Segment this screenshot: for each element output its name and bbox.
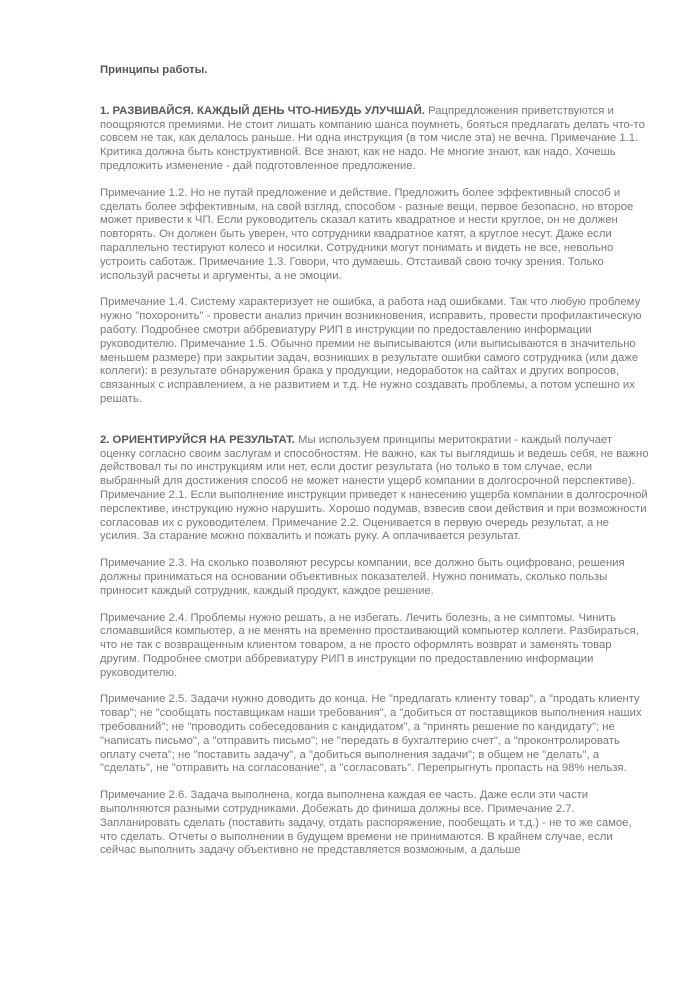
section-2-opening-paragraph [100,434,650,544]
section-2-heading: 2. ОРИЕНТИРУЙСЯ НА РЕЗУЛЬТАТ. [100,433,295,446]
para-note-2-5: Примечание 2.5. Задачи нужно доводить до конца. Не "предлагать клиенту товар", а "продать клиенту товар"; не "сообщать поставщикам наши требования", а "добиться от поставщиков выполнения наших требований"; не "проводить собеседования с кандидатом", а "принять решение по кандидату"; не "написать письмо", а "отправить письмо"; не "передать в бухгалтерию счет", а "проконтролировать оплату счета"; не "поставить задачу", а "добиться выполнения задачи"; в общем не "делать", а "сделать", не "отправить на согласование", а "согласовать". Перепрыгнуть пропасть на 98% нельзя. [100,693,642,775]
para-note-1-4: Примечание 1.4. Систему характеризует не ошибка, а работа над ошибками. Так что любую проблему нужно "похоронить" - провести анализ причин возникновения, исправить, провести профилактическую работу. Подробнее смотри аббревиатуру РИП в инструкции по предоставлению информации руководителю. Примечание 1.5. Обычно премии не выписываются (или выписываются в значительно меньшем размере) при закрытии задач, возникших в результате ошибки самого сотрудника (или даже коллеги): в результате обнаружения брака у продукции, недоработок на сайтах и других вопросов, связанных с исправлением, а не развитием и т.д. Не нужно создавать проблемы, а потом успешно их решать. [100,296,642,405]
para-note-2-3: Примечание 2.3. На сколько позволяют ресурсы компании, все должно быть оцифровано, решения должны приниматься на основании объективных показателей. Нужно понимать, сколько пользы приносит каждый сотрудник, каждый продукт, каждое решение. [100,557,625,597]
document-title: Принципы работы. [100,64,208,76]
para-note-2-4: Примечание 2.4. Проблемы нужно решать, а не избегать. Лечить болезнь, а не симптомы. Чинить сломавшийся компьютер, а не менять на временно простаивающий компьютер коллеги. Разбираться, что не так с возвращенным клиентом товаром, а не просто оформлять возврат и заменять товар другим. Подробнее смотри аббревиатуру РИП в инструкции по предоставлению информации руководителю. [100,611,639,679]
section-1-heading: 1. РАЗВИВАЙСЯ. КАЖДЫЙ ДЕНЬ ЧТО-НИБУДЬ УЛУЧШАЙ. [100,104,425,117]
section-2-lead-text: Мы используем принципы меритократии - каждый получает оценку согласно своим заслугам и способностям. Не важно, как ты выглядишь и ведешь себя, не важно действовал ты по инструкциям или нет, если достиг результата (но только в том случае, если выбранный для достижения способ не может нанести ущерб компании в долгосрочной перспективе). Примечание 2.1. Если выполнение инструкции приведет к нанесению ущерба компании в долгосрочной перспективе, инструкцию нужно нарушить. Хорошо подумав, взвесив свои действия и при возможности согласовав их с руководителем. Примечание 2.2. Оценивается в первую очередь результат, а не усилия. За старание можно похвалить и пожать руку. А оплачивается результат. [100,433,649,543]
para-note-2-6: Примечание 2.6. Задача выполнена, когда выполнена каждая ее часть. Даже если эти части выполняются разными сотрудниками. Добежать до финиша должны все. Примечание 2.7. Запланировать сделать (поставить задачу, отдать распоряжение, пообещать и т.д.) - не то же самое, что сделать. Отчеты о выполнении в будущем времени не принимаются. В крайнем случае, если сейчас выполнить задачу объективно не представляется возможным, а дальше [100,789,632,857]
para-note-1-2: Примечание 1.2. Но не путай предложение и действие. Предложить более эффективный способ и сделать более эффективным, на свой взгляд, способом - разные вещи, первое безопасно, но второе может привести к ЧП. Если руководитель сказал катить квадратное и нести круглое, он не должен повторять. Он должен быть уверен, что сотрудники квадратное катят, а круглое несут. Даже если параллельно тестируют колесо и носилки. Сотрудники могут понимать и видеть не все, невольно устроить саботаж. Примечание 1.3. Говори, что думаешь. Отстаивай свою точку зрения. Только используй расчеты и аргументы, а не эмоции. [100,186,634,282]
section-1-lead-text: Рацпредложения приветствуются и поощряются премиями. Не стоит лишать компанию шанса поумнеть, бояться предлагать делать что-то совсем не так, как делалось раньше. Ни одна инструкция (в том числе эта) не вечна. Примечание 1.1. Критика должна быть конструктивной. Все знают, как не надо. Не многие знают, как надо. Хочешь предложить изменение - дай подготовленное предложение. [100,104,645,172]
section-1-opening-paragraph [100,105,650,174]
